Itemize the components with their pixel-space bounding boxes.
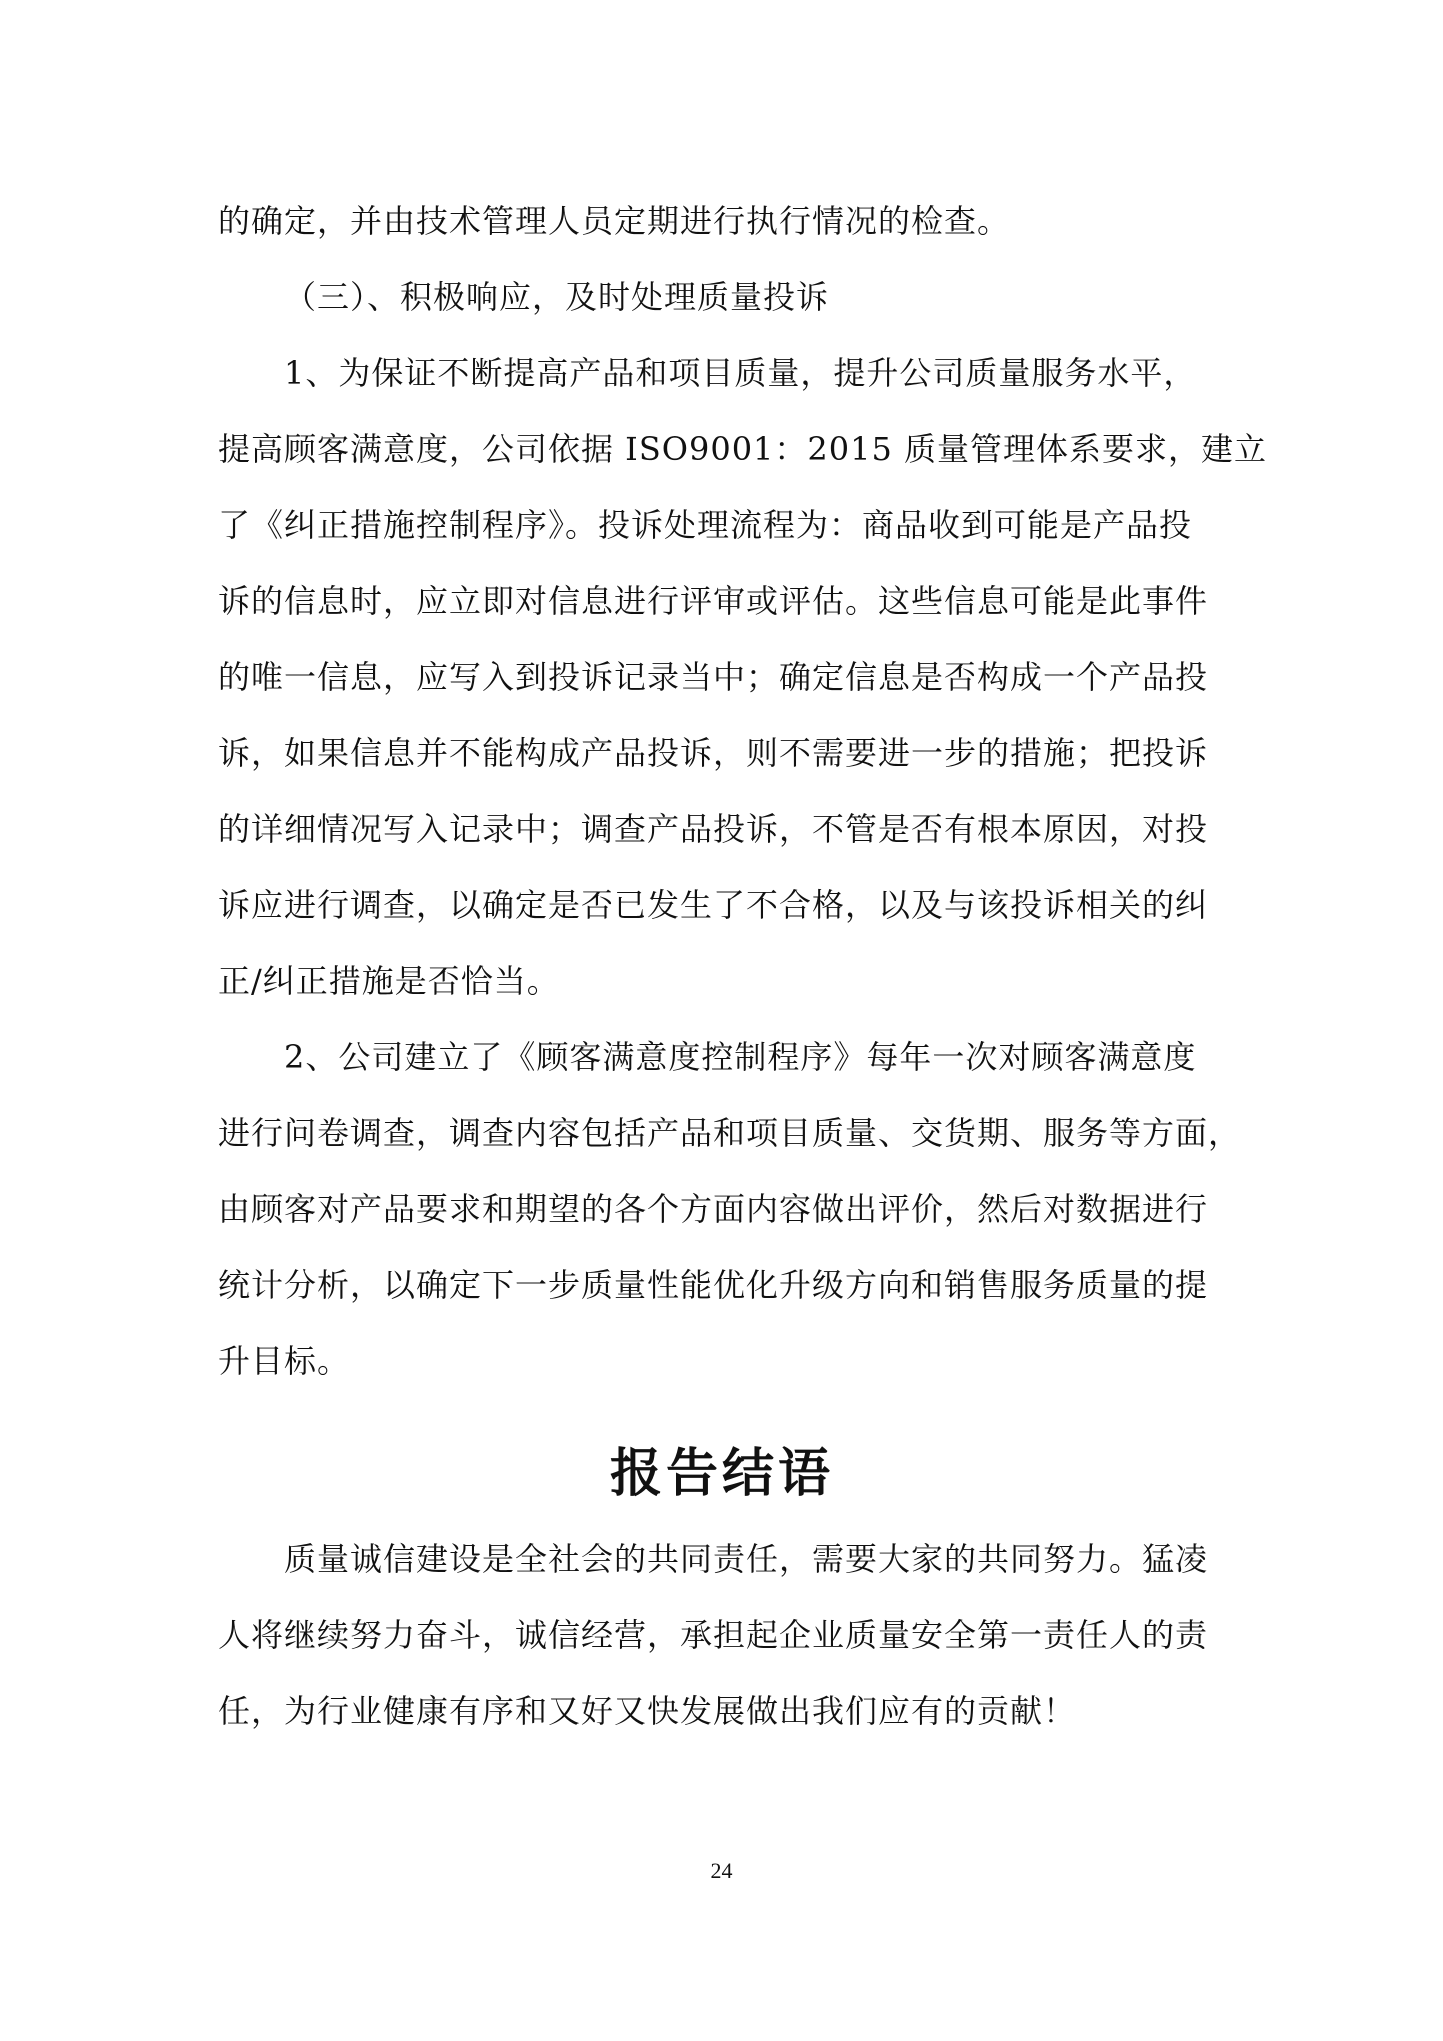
paragraph-line: 人将继续努力奋斗，诚信经营，承担起企业质量安全第一责任人的责 <box>218 1616 1209 1654</box>
paragraph-complaint-handling <box>218 335 1268 1019</box>
page-content <box>218 183 1268 1749</box>
section-heading: （三）、积极响应，及时处理质量投诉 <box>284 278 830 316</box>
paragraph-line: 进行问卷调查，调查内容包括产品和项目质量、交货期、服务等方面， <box>218 1114 1242 1152</box>
paragraph-line: 的唯一信息，应写入到投诉记录当中；确定信息是否构成一个产品投 <box>218 658 1209 696</box>
paragraph-line: 质量诚信建设是全社会的共同责任，需要大家的共同努力。猛凌 <box>284 1540 1209 1578</box>
paragraph-line: 正/纠正措施是否恰当。 <box>218 962 560 1000</box>
paragraph-line: 1、为保证不断提高产品和项目质量，提升公司质量服务水平， <box>284 354 1197 392</box>
paragraph-line: 任，为行业健康有序和又好又快发展做出我们应有的贡献！ <box>218 1692 1077 1730</box>
paragraph-line: 了《纠正措施控制程序》。投诉处理流程为：商品收到可能是产品投 <box>218 506 1193 544</box>
paragraph-line: 统计分析，以确定下一步质量性能优化升级方向和销售服务质量的提 <box>218 1266 1209 1304</box>
paragraph-customer-satisfaction <box>218 1019 1242 1399</box>
paragraph-line: 2、公司建立了《顾客满意度控制程序》每年一次对顾客满意度 <box>284 1038 1197 1076</box>
paragraph-line: 诉，如果信息并不能构成产品投诉，则不需要进一步的措施；把投诉 <box>218 734 1209 772</box>
paragraph-line: 升目标。 <box>218 1342 351 1380</box>
conclusion-title: 报告结语 <box>609 1444 834 1504</box>
paragraph-line: 的详细情况写入记录中；调查产品投诉，不管是否有根本原因，对投 <box>218 810 1209 848</box>
page-number: 24 <box>710 1858 733 1883</box>
paragraph-conclusion <box>218 1521 1226 1749</box>
paragraph-line: 诉应进行调查，以确定是否已发生了不合格，以及与该投诉相关的纠 <box>218 886 1209 924</box>
paragraph-line: 诉的信息时，应立即对信息进行评审或评估。这些信息可能是此事件 <box>218 582 1209 620</box>
body-text-line: 的确定，并由技术管理人员定期进行执行情况的检查。 <box>218 202 1011 240</box>
paragraph-line: 由顾客对产品要求和期望的各个方面内容做出评价，然后对数据进行 <box>218 1190 1209 1228</box>
spacer <box>218 1399 1226 1429</box>
paragraph-line: 提高顾客满意度，公司依据 ISO9001：2015 质量管理体系要求，建立 <box>218 430 1268 468</box>
